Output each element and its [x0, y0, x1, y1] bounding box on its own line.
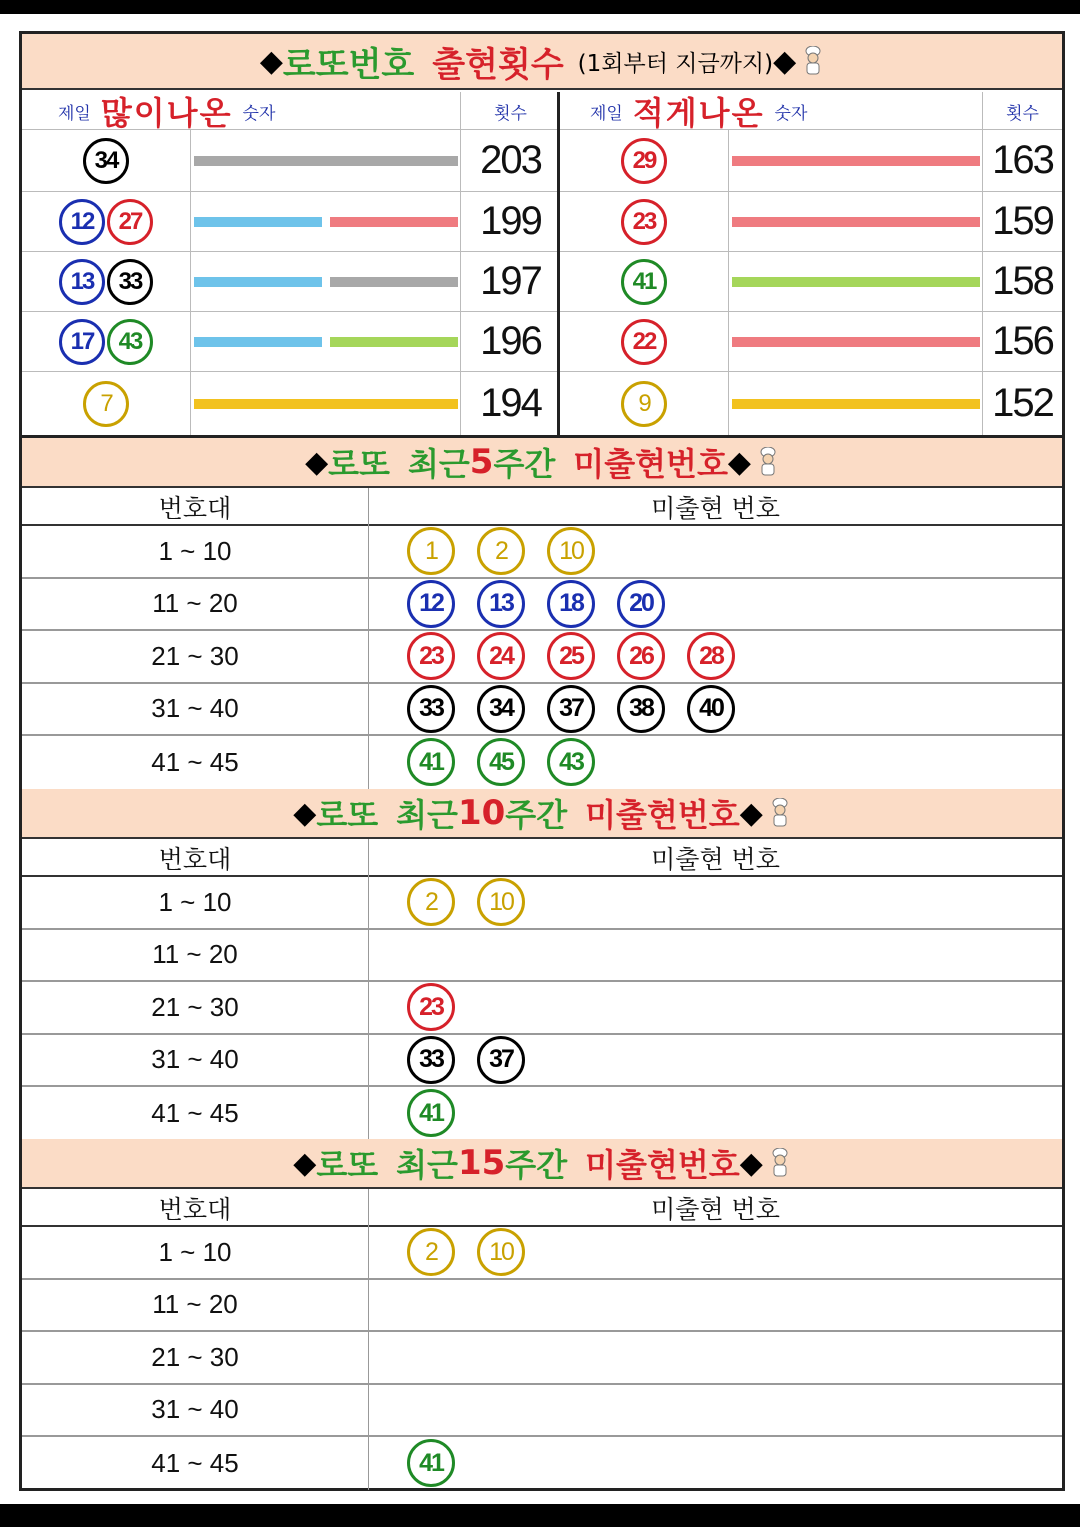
frequency-title-bar [22, 34, 1062, 90]
rank-bars-cell [190, 192, 460, 251]
title-recent: 최근 [396, 1146, 458, 1184]
rank-balls-cell [560, 192, 728, 251]
rank-balls-cell [560, 372, 728, 435]
most-label-big: 많이나온 [100, 94, 233, 132]
missing-balls-cell [368, 877, 1062, 928]
diamond-icon: ◆ [305, 444, 329, 480]
lotto-ball-27: 27 [107, 199, 153, 245]
least-label-suffix: 숫자 [774, 103, 808, 124]
most-rank-row [22, 252, 557, 312]
lotto-ball-34: 34 [477, 685, 525, 733]
missing-row [22, 1280, 1062, 1333]
least-label-prefix: 제일 [590, 103, 623, 124]
least-label-big: 적게나온 [632, 94, 765, 132]
chef-mascot-icon [802, 46, 824, 76]
diamond-icon: ◆ [259, 43, 283, 79]
least-rank-row [560, 192, 1062, 252]
missing-balls-cell [368, 1332, 1062, 1383]
rank-balls-cell [22, 192, 190, 251]
most-label-prefix: 제일 [58, 103, 91, 124]
column-missing-numbers: 미출현 번호 [368, 488, 1062, 526]
least-rank-row [560, 312, 1062, 372]
missing-balls-cell [368, 930, 1062, 981]
missing-balls-cell [368, 736, 1062, 789]
frequency-bar-23 [732, 217, 980, 227]
frequency-bar-33 [330, 277, 458, 287]
title-weeks-number: 5 [469, 442, 494, 482]
rank-bars-cell [728, 252, 982, 311]
most-frequent-header [22, 92, 557, 130]
lotto-ball-2: 2 [407, 878, 455, 926]
title-recent: 최근 [396, 796, 458, 834]
number-range: 41 ~ 45 [151, 1097, 239, 1128]
diamond-icon: ◆ [739, 795, 763, 831]
missing-row [22, 1227, 1062, 1280]
title-weeks-number: 15 [457, 1143, 506, 1183]
lotto-ball-38: 38 [617, 685, 665, 733]
lotto-ball-12: 12 [59, 199, 105, 245]
missing-balls-cell [368, 982, 1062, 1033]
least-rank-row [560, 372, 1062, 435]
lotto-ball-23: 23 [407, 632, 455, 680]
lotto-ball-25: 25 [547, 632, 595, 680]
frequency-bar-9 [732, 399, 980, 409]
title-since-first-draw: (1회부터 지금까지) [577, 50, 774, 77]
rank-bars-cell [190, 372, 460, 435]
lotto-ball-45: 45 [477, 738, 525, 786]
missing-row [22, 631, 1062, 684]
missing-row [22, 1087, 1062, 1140]
title-missing-numbers: 미출현번호 [585, 796, 740, 834]
missing-row [22, 579, 1062, 632]
missing-balls-cell [368, 1227, 1062, 1278]
lotto-ball-43: 43 [107, 319, 153, 365]
lotto-ball-9: 9 [621, 381, 667, 427]
missing-balls-cell [368, 1385, 1062, 1436]
diamond-icon: ◆ [727, 444, 751, 480]
rank-count: 197 [460, 252, 560, 311]
column-number-range: 번호대 [158, 494, 232, 523]
most-frequent-table [22, 92, 560, 435]
title-lotto: 로또 [316, 1146, 379, 1184]
diamond-icon: ◆ [739, 1145, 763, 1181]
title-weeks: 주간 [505, 796, 568, 834]
number-range: 41 ~ 45 [151, 746, 239, 777]
least-frequent-table [560, 92, 1062, 435]
rank-bars-cell [190, 252, 460, 311]
frequency-bar-41 [732, 277, 980, 287]
least-count-header: 횟수 [982, 92, 1062, 130]
missing-balls-cell [368, 1087, 1062, 1140]
most-rank-row [22, 192, 557, 252]
lotto-ball-18: 18 [547, 580, 595, 628]
title-lotto: 로또 [316, 796, 379, 834]
frequency-bar-7 [194, 399, 458, 409]
missing-row [22, 1332, 1062, 1385]
lotto-ball-41: 41 [407, 1439, 455, 1487]
number-range: 11 ~ 20 [152, 939, 238, 970]
lotto-ball-41: 41 [407, 738, 455, 786]
lotto-sheet [0, 14, 1080, 1504]
rank-bars-cell [728, 372, 982, 435]
title-weeks: 주간 [505, 1146, 568, 1184]
missing-section-title [22, 789, 1062, 839]
number-range: 31 ~ 40 [151, 1044, 239, 1075]
missing-section-header [22, 488, 1062, 526]
rank-count: 158 [982, 252, 1062, 311]
least-rank-row [560, 252, 1062, 312]
lotto-ball-22: 22 [621, 319, 667, 365]
frequency-bar-29 [732, 156, 980, 166]
number-range: 31 ~ 40 [151, 1394, 239, 1425]
missing-row [22, 1385, 1062, 1438]
missing-balls-cell [368, 1035, 1062, 1086]
chef-mascot-icon [757, 447, 779, 477]
number-range: 21 ~ 30 [151, 640, 239, 671]
missing-row [22, 930, 1062, 983]
rank-count: 152 [982, 372, 1062, 435]
title-appearance-count: 출현횟수 [432, 44, 564, 85]
diamond-icon: ◆ [293, 1145, 317, 1181]
missing-row [22, 684, 1062, 737]
frequency-section [22, 92, 1062, 438]
number-range: 1 ~ 10 [158, 886, 232, 917]
missing-section-header [22, 1189, 1062, 1227]
lotto-ball-40: 40 [687, 685, 735, 733]
missing-balls-cell [368, 1280, 1062, 1331]
rank-count: 159 [982, 192, 1062, 251]
rank-balls-cell [22, 130, 190, 191]
missing-section-title [22, 438, 1062, 488]
lotto-ball-41: 41 [621, 259, 667, 305]
number-range: 21 ~ 30 [151, 991, 239, 1022]
title-lotto-number: 로또번호 [282, 44, 415, 85]
missing-row [22, 1035, 1062, 1088]
most-label-suffix: 숫자 [242, 103, 276, 124]
missing-balls-cell [368, 631, 1062, 682]
missing-row [22, 982, 1062, 1035]
frequency-bar-22 [732, 337, 980, 347]
lotto-ball-43: 43 [547, 738, 595, 786]
rank-bars-cell [728, 192, 982, 251]
rank-balls-cell [22, 372, 190, 435]
lotto-ball-7: 7 [83, 381, 129, 427]
missing-row [22, 877, 1062, 930]
rank-balls-cell [560, 252, 728, 311]
rank-count: 203 [460, 130, 560, 191]
rank-balls-cell [22, 252, 190, 311]
number-range: 1 ~ 10 [158, 535, 232, 566]
frequency-bar-12 [194, 217, 322, 227]
lotto-ball-13: 13 [59, 259, 105, 305]
title-missing-numbers: 미출현번호 [573, 445, 728, 483]
missing-row [22, 526, 1062, 579]
lotto-ball-24: 24 [477, 632, 525, 680]
rank-bars-cell [728, 130, 982, 191]
most-rank-row [22, 130, 557, 192]
title-lotto: 로또 [328, 445, 390, 483]
number-range: 11 ~ 20 [152, 1289, 238, 1320]
missing-balls-cell [368, 579, 1062, 630]
frequency-bar-13 [194, 277, 322, 287]
rank-count: 194 [460, 372, 560, 435]
number-range: 1 ~ 10 [158, 1236, 232, 1267]
frequency-bar-27 [330, 217, 458, 227]
chef-mascot-icon [769, 1148, 791, 1178]
lotto-ball-28: 28 [687, 632, 735, 680]
title-weeks: 주간 [493, 445, 556, 483]
lotto-ball-23: 23 [621, 199, 667, 245]
frequency-bar-43 [330, 337, 458, 347]
chef-mascot-icon [769, 798, 791, 828]
lotto-ball-10: 10 [477, 878, 525, 926]
most-rank-row [22, 312, 557, 372]
rank-bars-cell [728, 312, 982, 371]
least-frequent-header [560, 92, 1062, 130]
number-range: 11 ~ 20 [152, 588, 238, 619]
frequency-bar-34 [194, 156, 458, 166]
missing-balls-cell [368, 684, 1062, 735]
frequency-bar-17 [194, 337, 322, 347]
rank-count: 196 [460, 312, 560, 371]
column-missing-numbers: 미출현 번호 [368, 1189, 1062, 1227]
most-rank-row [22, 372, 557, 435]
diamond-icon: ◆ [773, 43, 797, 79]
lotto-ball-33: 33 [407, 1036, 455, 1084]
rank-count: 199 [460, 192, 560, 251]
rank-balls-cell [22, 312, 190, 371]
most-count-header: 횟수 [460, 92, 560, 130]
title-missing-numbers: 미출현번호 [585, 1146, 740, 1184]
lotto-table-frame [19, 31, 1065, 1491]
rank-bars-cell [190, 312, 460, 371]
title-recent: 최근 [407, 445, 470, 483]
title-weeks-number: 10 [457, 793, 506, 833]
lotto-ball-23: 23 [407, 983, 455, 1031]
lotto-ball-17: 17 [59, 319, 105, 365]
lotto-ball-33: 33 [107, 259, 153, 305]
rank-count: 163 [982, 130, 1062, 191]
missing-row [22, 736, 1062, 789]
lotto-ball-29: 29 [621, 138, 667, 184]
diamond-icon: ◆ [293, 795, 317, 831]
rank-bars-cell [190, 130, 460, 191]
rank-count: 156 [982, 312, 1062, 371]
rank-balls-cell [560, 130, 728, 191]
missing-row [22, 1437, 1062, 1490]
rank-balls-cell [560, 312, 728, 371]
lotto-ball-13: 13 [477, 580, 525, 628]
lotto-ball-41: 41 [407, 1089, 455, 1137]
missing-section-header [22, 839, 1062, 877]
missing-balls-cell [368, 526, 1062, 577]
least-rank-row [560, 130, 1062, 192]
lotto-ball-2: 2 [477, 527, 525, 575]
lotto-ball-10: 10 [547, 527, 595, 575]
column-number-range: 번호대 [158, 1195, 232, 1224]
number-range: 31 ~ 40 [151, 693, 239, 724]
lotto-ball-33: 33 [407, 685, 455, 733]
lotto-ball-1: 1 [407, 527, 455, 575]
lotto-ball-34: 34 [83, 138, 129, 184]
missing-balls-cell [368, 1437, 1062, 1490]
lotto-ball-10: 10 [477, 1228, 525, 1276]
column-number-range: 번호대 [158, 845, 232, 874]
number-range: 41 ~ 45 [151, 1447, 239, 1478]
column-missing-numbers: 미출현 번호 [368, 839, 1062, 877]
missing-section-title [22, 1139, 1062, 1189]
lotto-ball-2: 2 [407, 1228, 455, 1276]
lotto-ball-20: 20 [617, 580, 665, 628]
lotto-ball-37: 37 [547, 685, 595, 733]
lotto-ball-12: 12 [407, 580, 455, 628]
lotto-ball-37: 37 [477, 1036, 525, 1084]
number-range: 21 ~ 30 [151, 1341, 239, 1372]
lotto-ball-26: 26 [617, 632, 665, 680]
